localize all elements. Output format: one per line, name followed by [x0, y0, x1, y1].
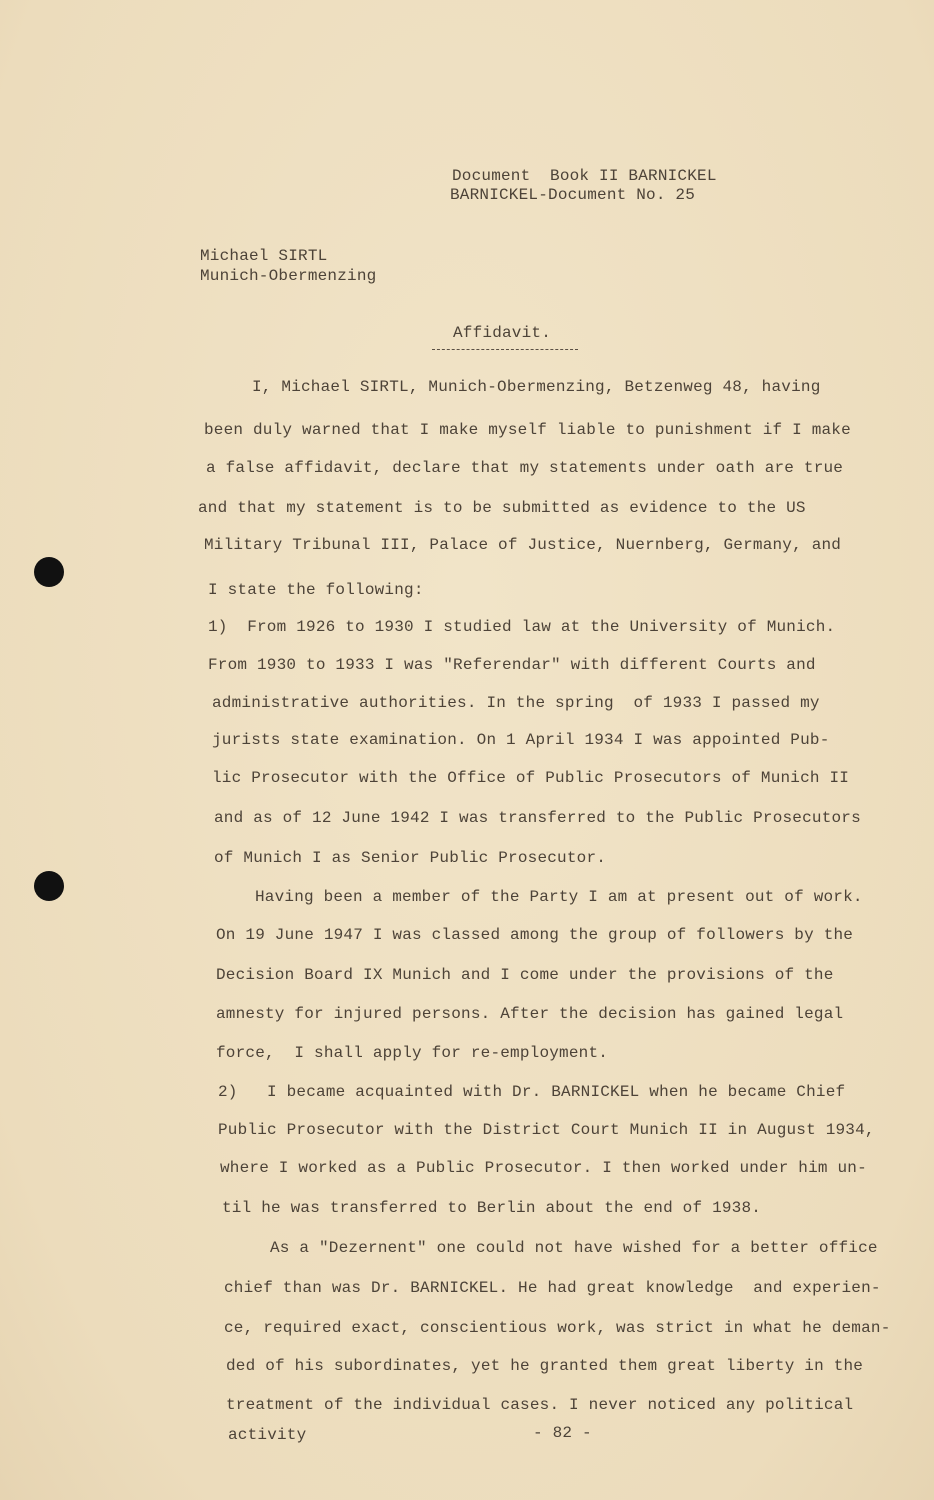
page-number: - 82 -: [533, 1424, 592, 1442]
body-line: and as of 12 June 1942 I was transferred to the Public Prosecutors: [214, 809, 861, 827]
body-line: ce, required exact, conscientious work, was strict in what he deman-: [224, 1319, 891, 1337]
body-line: chief than was Dr. BARNICKEL. He had great knowledge and experien-: [224, 1279, 881, 1297]
body-line: 1) From 1926 to 1930 I studied law at the University of Munich.: [208, 618, 836, 636]
body-line: treatment of the individual cases. I never noticed any political: [226, 1396, 854, 1414]
body-line: til he was transferred to Berlin about the end of 1938.: [222, 1199, 762, 1217]
body-line: of Munich I as Senior Public Prosecutor.: [214, 849, 607, 867]
punch-hole: [34, 557, 64, 587]
body-line: force, I shall apply for re-employment.: [216, 1044, 609, 1062]
body-line: jurists state examination. On 1 April 1934 I was appointed Pub-: [212, 731, 830, 749]
body-line: From 1930 to 1933 I was "Referendar" with different Courts and: [208, 656, 816, 674]
body-line: 2) I became acquainted with Dr. BARNICKEL when he became Chief: [218, 1083, 846, 1101]
header-document-number: BARNICKEL-Document No. 25: [450, 186, 696, 204]
body-line: activity: [228, 1426, 307, 1444]
punch-hole: [34, 871, 64, 901]
body-line: administrative authorities. In the spring of 1933 I passed my: [212, 694, 820, 712]
title-underline: [432, 349, 578, 350]
body-line: I, Michael SIRTL, Munich-Obermenzing, Betzenweg 48, having: [252, 378, 821, 396]
body-line: a false affidavit, declare that my statements under oath are true: [206, 459, 844, 477]
affiant-place: Munich-Obermenzing: [200, 267, 377, 285]
document-title: Affidavit.: [453, 324, 552, 342]
header-document-book: Document Book II BARNICKEL: [452, 167, 717, 185]
body-line: Public Prosecutor with the District Court Munich II in August 1934,: [218, 1121, 875, 1139]
body-line: amnesty for injured persons. After the decision has gained legal: [216, 1005, 844, 1023]
body-line: and that my statement is to be submitted as evidence to the US: [198, 499, 806, 517]
body-line: ded of his subordinates, yet he granted them great liberty in the: [226, 1357, 864, 1375]
body-line: where I worked as a Public Prosecutor. I then worked under him un-: [220, 1159, 867, 1177]
body-line: Decision Board IX Munich and I come under the provisions of the: [216, 966, 834, 984]
body-line: lic Prosecutor with the Office of Public Prosecutors of Munich II: [212, 769, 850, 787]
body-line: Military Tribunal III, Palace of Justice, Nuernberg, Germany, and: [204, 536, 842, 554]
body-line: As a "Dezernent" one could not have wished for a better office: [270, 1239, 878, 1257]
body-line: I state the following:: [208, 581, 424, 599]
body-line: been duly warned that I make myself liable to punishment if I make: [204, 421, 851, 439]
affiant-name: Michael SIRTL: [200, 247, 328, 265]
body-line: On 19 June 1947 I was classed among the group of followers by the: [216, 926, 854, 944]
body-line: Having been a member of the Party I am at present out of work.: [255, 888, 863, 906]
